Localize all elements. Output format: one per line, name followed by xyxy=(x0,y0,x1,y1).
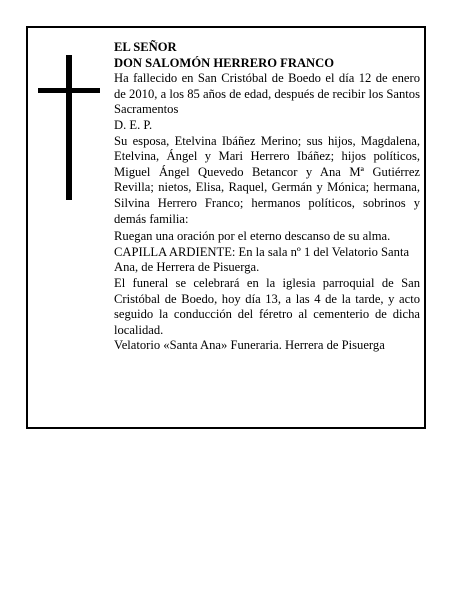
funeral-info: El funeral se celebrará en la iglesia parroquial de San Cristóbal de Boedo, hoy día 13, a las 4 de la tarde, y acto seguido la conducción del féretro al cementerio de dicha localidad. xyxy=(114,275,420,337)
cross-horizontal-bar xyxy=(38,88,100,93)
cross-icon xyxy=(38,55,100,200)
notice-body xyxy=(114,40,420,354)
funeral-home: Velatorio «Santa Ana» Funeraria. Herrera de Pisuerga xyxy=(114,338,385,353)
rip-text: D. E. P. xyxy=(114,117,153,132)
obituary-notice xyxy=(26,26,426,429)
cross-vertical-bar xyxy=(66,55,72,200)
family-list: Su esposa, Etelvina Ibáñez Merino; sus hijos, Magdalena, Etelvina, Ángel y Mari Herrero Ibáñez; hijos políticos, Miguel Ángel Quevedo Betancor y Ana Mª Gutiérrez Revilla; nietos, Elisa, Raquel, Germán y Mónica; hermana, Silvina Herrero Franco; hermanos políticos, sobrinos y demás familia: xyxy=(114,133,420,226)
deceased-name: DON SALOMÓN HERRERO FRANCO xyxy=(114,55,335,70)
chapel-info: CAPILLA ARDIENTE: En la sala nº 1 del Velatorio Santa Ana, de Herrera de Pisuerga. xyxy=(114,244,410,275)
death-announcement: Ha fallecido en San Cristóbal de Boedo el día 12 de enero de 2010, a los 85 años de edad, después de recibir los Santos Sacramentos xyxy=(114,71,420,117)
prayer-request: Ruegan una oración por el eterno descanso de su alma. xyxy=(114,229,391,244)
notice-title-line1: EL SEÑOR xyxy=(114,40,177,54)
